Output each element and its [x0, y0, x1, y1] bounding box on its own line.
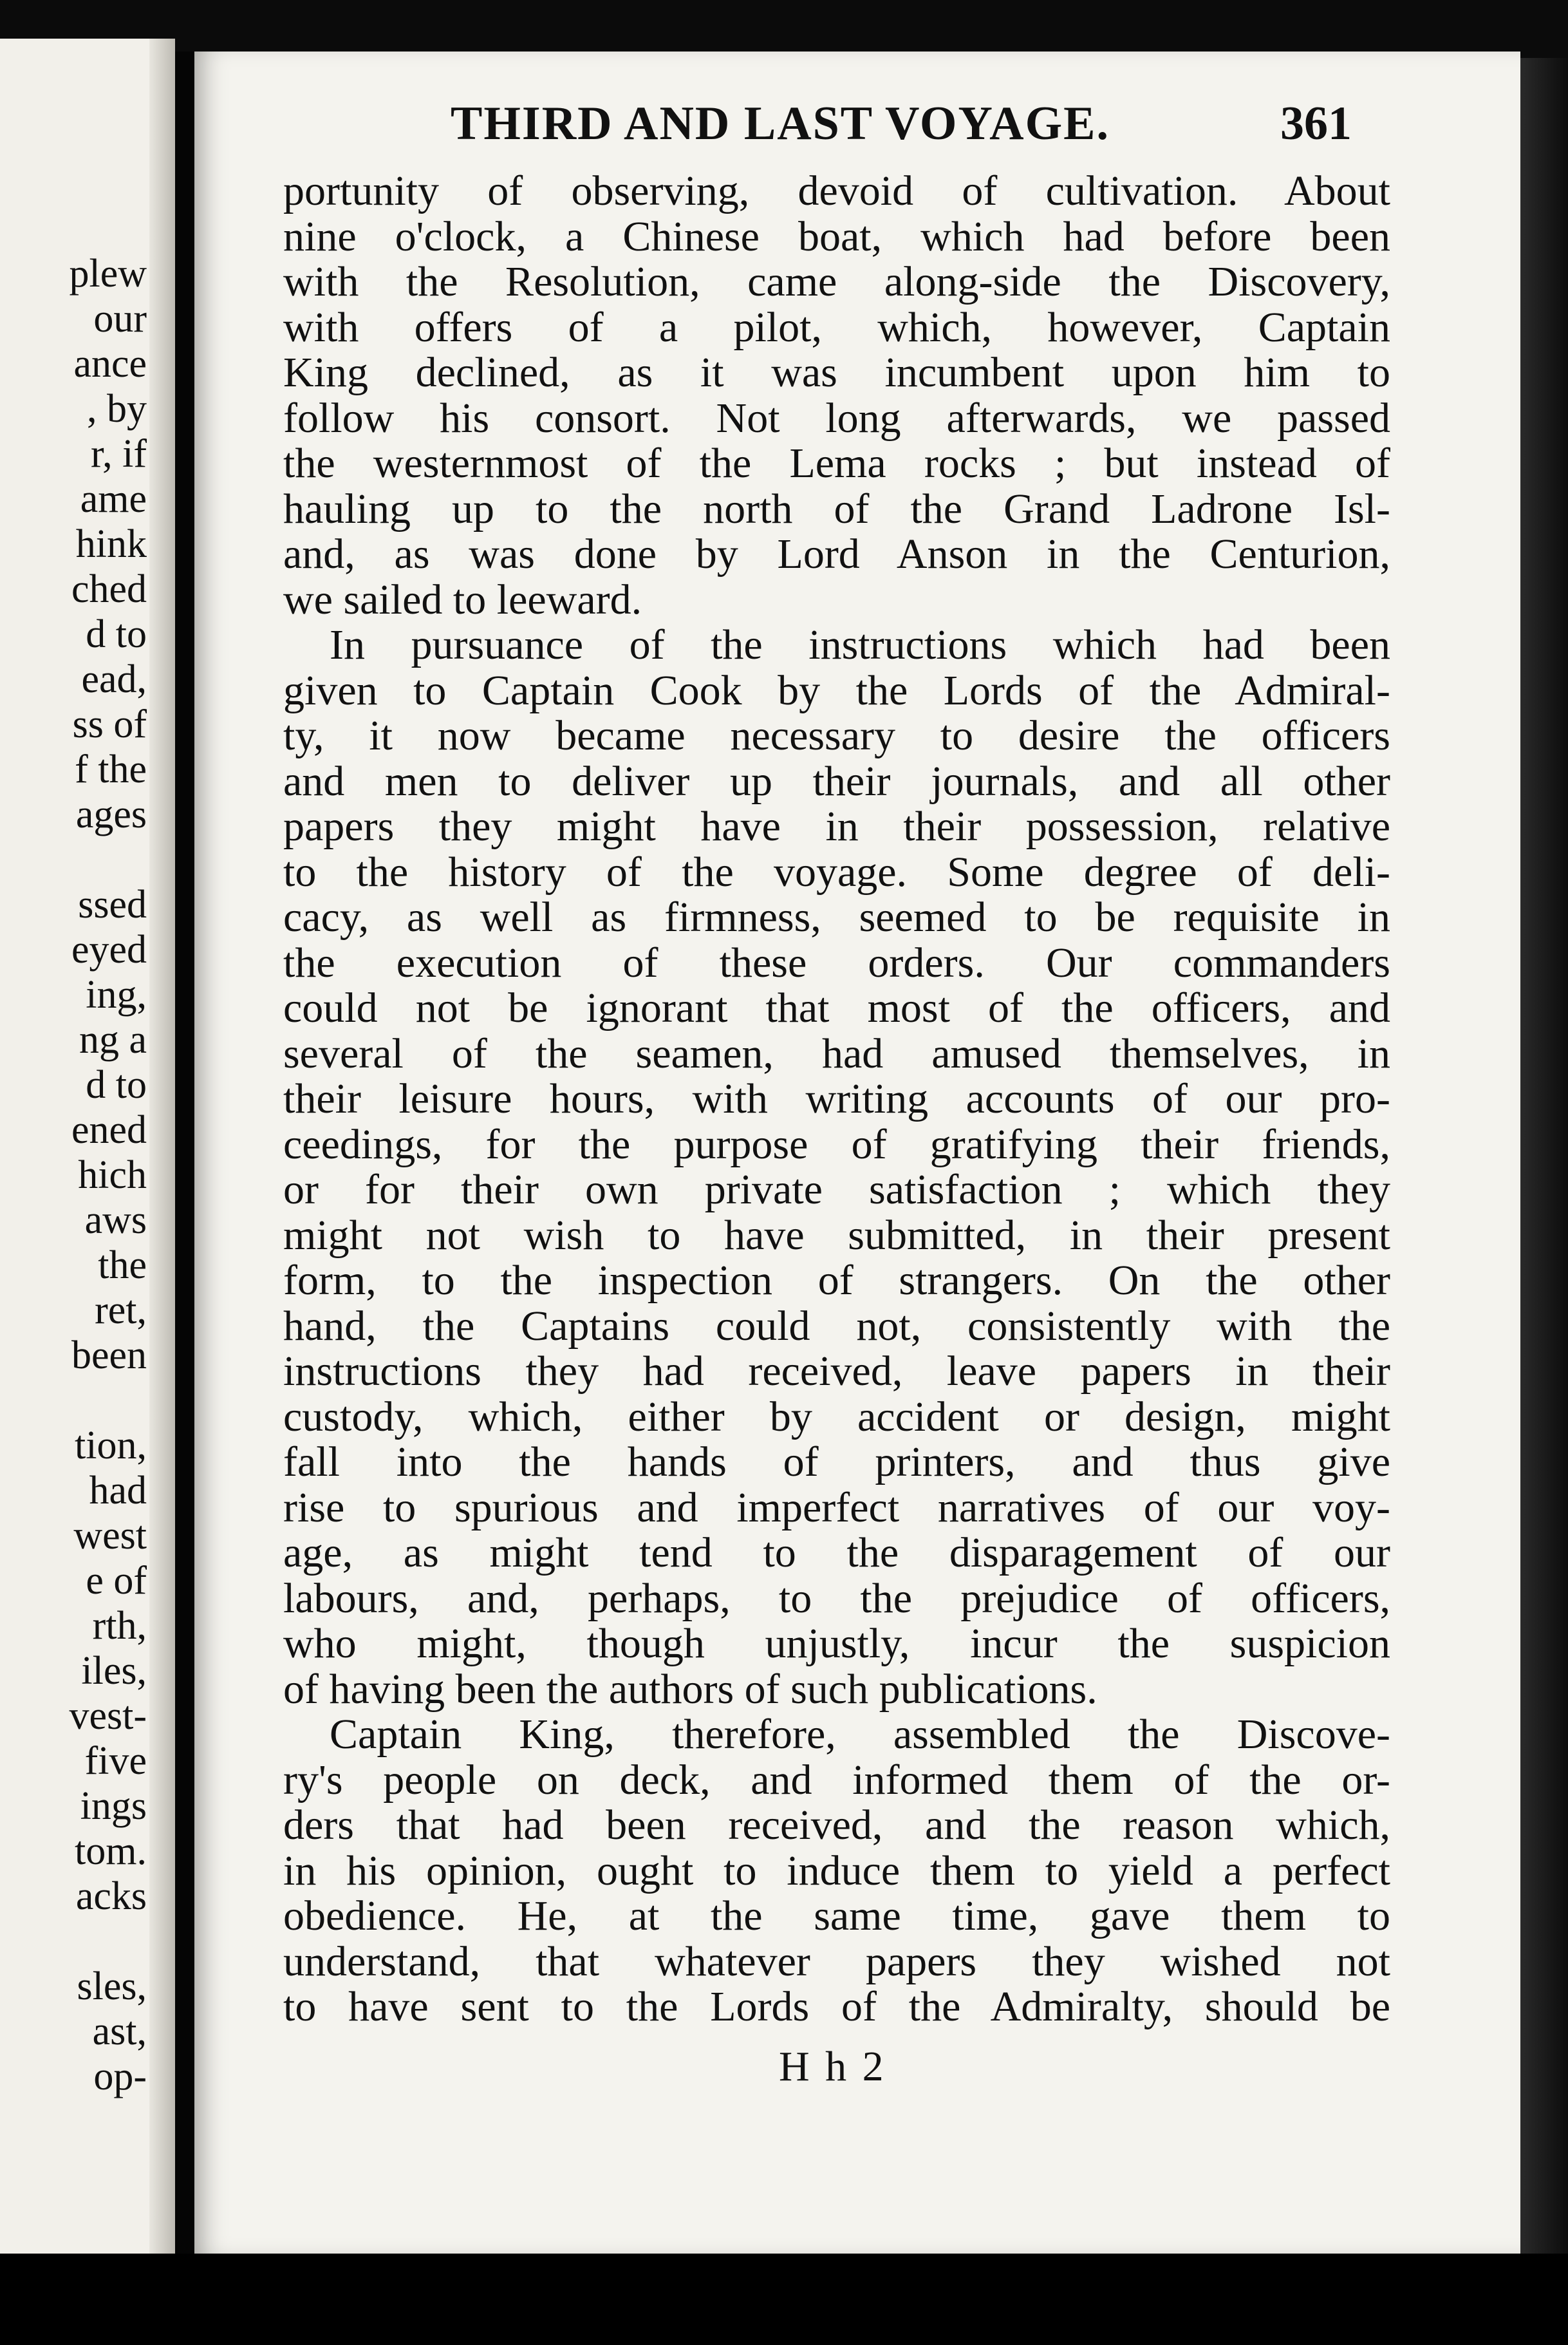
text-line: fall into the hands of printers, and thus give — [283, 1440, 1390, 1485]
text-line: labours, and, perhaps, to the prejudice of officers, — [283, 1576, 1390, 1621]
text-line: nine o'clock, a Chinese boat, which had before been — [283, 214, 1390, 259]
fragment-line — [0, 837, 149, 882]
text-line: of having been the authors of such publications. — [283, 1666, 1097, 1712]
fragment-line: plew — [69, 252, 147, 296]
text-line: cacy, as well as firmness, seemed to be requisite in — [283, 895, 1390, 941]
text-line: and, as was done by Lord Anson in the Centurion, — [283, 532, 1390, 578]
fragment-line: ng a — [79, 1018, 147, 1062]
text-line: in his opinion, ought to induce them to yield a perfect — [283, 1848, 1390, 1894]
fragment-line: ings — [80, 1784, 147, 1828]
text-line: papers they might have in their possession, relative — [283, 804, 1390, 850]
page-number: 361 — [1280, 97, 1352, 150]
text-line: the execution of these orders. Our commanders — [283, 940, 1390, 986]
text-line: we sailed to leeward. — [283, 577, 642, 623]
fragment-line: five — [84, 1739, 147, 1783]
fragment-line: ast, — [92, 2010, 147, 2053]
text-line: understand, that whatever papers they wished not — [283, 1939, 1390, 1984]
fragment-line: op- — [93, 2055, 147, 2098]
fragment-line — [0, 1378, 149, 1423]
text-line: rise to spurious and imperfect narratives of our voy- — [283, 1485, 1390, 1530]
text-line: who might, though unjustly, incur the suspicion — [283, 1621, 1390, 1667]
fragment-line: hich — [78, 1153, 147, 1197]
text-line: with the Resolution, came along-side the Discovery, — [283, 259, 1390, 305]
page-edge — [1520, 58, 1568, 2260]
paragraph-start: In pursuance of the instructions which had been — [330, 623, 1390, 668]
text-line: ceedings, for the purpose of gratifying their friends, — [283, 1122, 1390, 1167]
fragment-line: acks — [75, 1874, 147, 1918]
previous-page-fragments — [0, 251, 149, 2099]
fragment-line: iles, — [81, 1649, 147, 1693]
paragraph-start: Captain King, therefore, assembled the Discove- — [330, 1712, 1390, 1758]
text-line: or for their own private satisfaction ; which they — [283, 1167, 1390, 1213]
signature-mark: H h 2 — [779, 2043, 886, 2090]
running-head: THIRD AND LAST VOYAGE. — [451, 97, 1110, 150]
fragment-line: tion, — [75, 1424, 147, 1467]
fragment-line: ame — [80, 477, 147, 521]
fragment-line: west — [73, 1514, 147, 1558]
fragment-line: r, if — [90, 432, 147, 476]
body-text — [283, 169, 1390, 2030]
fragment-line: ead, — [81, 657, 147, 701]
text-line: follow his consort. Not long afterwards, we passed — [283, 395, 1390, 441]
fragment-line: ssed — [78, 883, 147, 927]
fragment-line: ss of — [72, 702, 147, 746]
text-line: ry's people on deck, and informed them of the or- — [283, 1757, 1390, 1803]
text-line: ders that had been received, and the reason which, — [283, 1803, 1390, 1849]
fragment-line: sles, — [77, 1964, 147, 2008]
text-line: portunity of observing, devoid of cultivation. About — [283, 169, 1390, 214]
text-line: hauling up to the north of the Grand Ladrone Isl- — [283, 486, 1390, 532]
text-line: might not wish to have submitted, in their present — [283, 1212, 1390, 1258]
fragment-line: had — [89, 1469, 147, 1512]
book-spine — [175, 52, 194, 2260]
text-line: and men to deliver up their journals, and all other — [283, 758, 1390, 804]
fragment-line: our — [93, 297, 147, 341]
fragment-line: ages — [75, 793, 147, 836]
text-line: obedience. He, at the same time, gave them to — [283, 1894, 1390, 1939]
fragment-line: ched — [71, 567, 147, 611]
text-line: age, as might tend to the disparagement of our — [283, 1530, 1390, 1576]
gutter-shadow — [149, 39, 175, 2254]
fragment-line: been — [71, 1333, 147, 1377]
text-line: with offers of a pilot, which, however, Captain — [283, 305, 1390, 350]
fragment-line: f the — [75, 748, 147, 791]
text-line: to have sent to the Lords of the Admiralty, should be — [283, 1984, 1390, 2030]
text-line: given to Captain Cook by the Lords of the Admiral- — [283, 668, 1390, 713]
page-header — [251, 97, 1371, 155]
text-line: King declined, as it was incumbent upon him to — [283, 350, 1390, 396]
text-line: their leisure hours, with writing accounts of our pro- — [283, 1077, 1390, 1122]
fragment-line: e of — [86, 1559, 147, 1603]
text-line: the westernmost of the Lema rocks ; but instead of — [283, 441, 1390, 487]
fragment-line: vest- — [69, 1694, 147, 1738]
fragment-line: aws — [84, 1198, 147, 1242]
text-line: to the history of the voyage. Some degree of deli- — [283, 849, 1390, 895]
fragment-line: ened — [71, 1108, 147, 1152]
fragment-line: d to — [86, 612, 147, 656]
text-line: several of the seamen, had amused themselves, in — [283, 1031, 1390, 1077]
scan-border — [0, 2254, 1568, 2345]
fragment-line: tom. — [75, 1829, 147, 1873]
text-line: custody, which, either by accident or design, might — [283, 1394, 1390, 1440]
fragment-line: the — [98, 1243, 147, 1287]
fragment-line: rth, — [92, 1604, 147, 1648]
text-line: could not be ignorant that most of the officers, and — [283, 986, 1390, 1031]
fragment-line: ance — [73, 342, 147, 386]
fragment-line: , by — [87, 387, 147, 431]
fragment-line: eyed — [71, 928, 147, 972]
fragment-line: ret, — [95, 1288, 147, 1332]
text-line: instructions they had received, leave papers in their — [283, 1349, 1390, 1395]
text-line: ty, it now became necessary to desire the officers — [283, 713, 1390, 759]
fragment-line: ing, — [86, 973, 147, 1017]
text-line: hand, the Captains could not, consistently with the — [283, 1303, 1390, 1349]
fragment-line: d to — [86, 1063, 147, 1107]
fragment-line — [0, 1919, 149, 1964]
fragment-line: hink — [75, 522, 147, 566]
text-line: form, to the inspection of strangers. On the other — [283, 1258, 1390, 1304]
